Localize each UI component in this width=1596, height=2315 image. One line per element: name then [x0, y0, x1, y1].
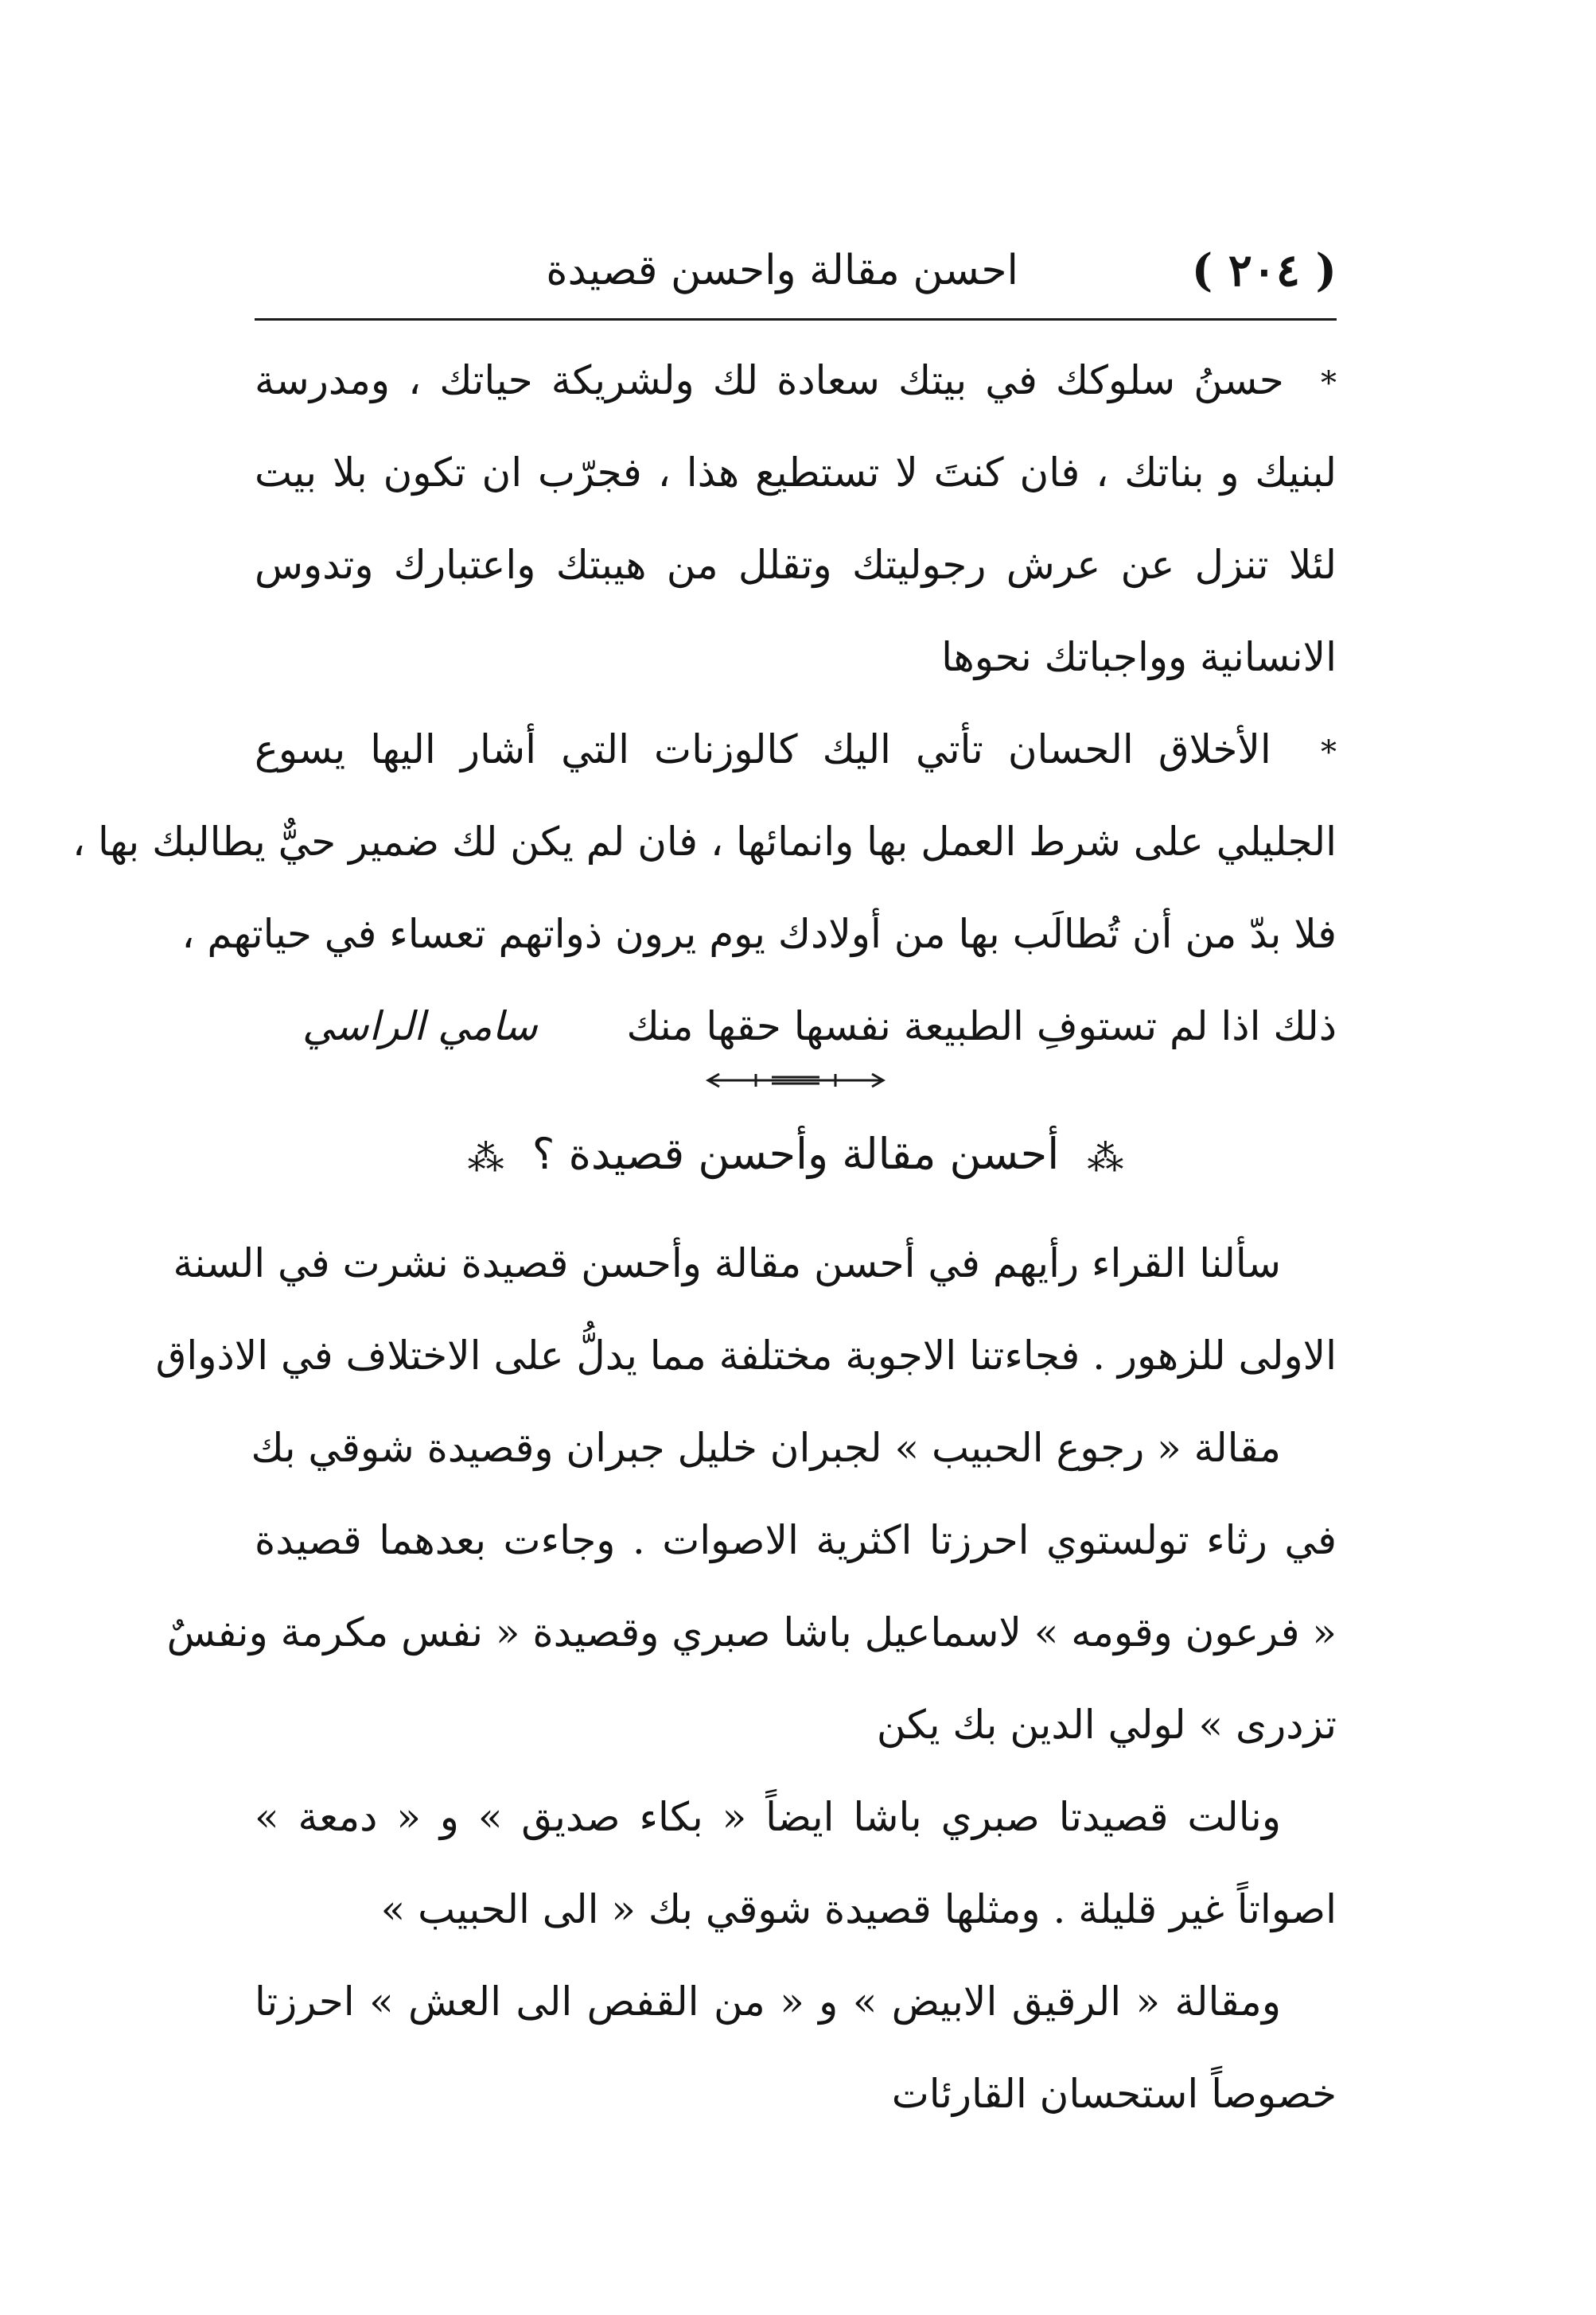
text-line: سألنا القراء رأيهم في أحسن مقالة وأحسن قصيدة نشرت في السنة — [173, 1240, 1281, 1286]
bullet-marker: * — [1320, 734, 1337, 771]
paragraph-sabri-poems — [255, 1771, 1337, 1955]
paragraph-good-morals — [72, 703, 1337, 1072]
text-line: تزدرى » لولي الدين بك يكن — [876, 1702, 1337, 1748]
text-line: لبنيك و بناتك ، فان كنتَ لا تستطيع هذا ، فجرّب ان تكون بلا بيت — [255, 449, 1337, 496]
text-line: ذلك اذا لم تستوفِ الطبيعة نفسها حقها منك — [626, 1003, 1337, 1049]
flourish-right-icon: ⁂ — [1087, 1136, 1124, 1179]
paragraph-readers-poll — [155, 1217, 1337, 1402]
bullet-marker: * — [1321, 365, 1337, 402]
page-number: ( ٢٠٤ ) — [1191, 244, 1337, 297]
text-line: الانسانية وواجباتك نحوها — [941, 634, 1337, 680]
paragraph-poll-results — [166, 1402, 1337, 1771]
signature-line — [255, 980, 1337, 1072]
text-line: اصواتاً غير قليلة . ومثلها قصيدة شوقي بك « الى الحبيب » — [380, 1886, 1337, 1932]
running-header — [255, 239, 1337, 302]
header-rule — [255, 318, 1337, 321]
text-line — [255, 703, 1337, 796]
running-title: احسن مقالة واحسن قصيدة — [546, 247, 1018, 294]
text-line: ومقالة « الرقيق الابيض » و « من القفص الى العش » احرزتا — [255, 1978, 1281, 2025]
text-line: ونالت قصيدتا صبري باشا ايضاً « بكاء صديق » و « دمعة » — [255, 1794, 1281, 1840]
paragraph-articles — [255, 1955, 1337, 2140]
text-line: لئلا تنزل عن عرش رجوليتك وتقلل من هيبتك واعتبارك وتدوس — [255, 542, 1337, 588]
paragraph-conduct-at-home — [255, 334, 1337, 703]
flourish-left-icon: ⁂ — [467, 1136, 504, 1179]
ornament-divider — [700, 1071, 891, 1090]
text-line: « فرعون وقومه » لاسماعيل باشا صبري وقصيدة « نفس مكرمة ونفسٌ — [166, 1609, 1337, 1656]
section-heading — [255, 1111, 1337, 1198]
author-signature: سامي الراسي — [302, 1003, 538, 1049]
text-line — [255, 334, 1337, 426]
text-line: الاولى للزهور . فجاءتنا الاجوبة مختلفة مما يدلُّ على الاختلاف في الاذواق — [155, 1333, 1337, 1379]
section-title: أحسن مقالة وأحسن قصيدة ؟ — [531, 1129, 1060, 1179]
line-text: الأخلاق الحسان تأتي اليك كالوزنات التي أشار اليها يسوع — [255, 726, 1271, 772]
text-line: خصوصاً استحسان القارئات — [891, 2071, 1337, 2117]
text-line: الجليلي على شرط العمل بها وانمائها ، فان لم يكن لك ضمير حيٌّ يطالبك بها ، — [72, 819, 1337, 865]
text-line: مقالة « رجوع الحبيب » لجبران خليل جبران وقصيدة شوقي بك — [251, 1425, 1281, 1471]
text-line: في رثاء تولستوي احرزتا اكثرية الاصوات . وجاءت بعدهما قصيدة — [255, 1517, 1337, 1563]
text-line: فلا بدّ من أن تُطالَب بها من أولادك يوم يرون ذواتهم تعساء في حياتهم ، — [181, 911, 1337, 957]
line-text: حسنُ سلوكك في بيتك سعادة لك ولشريكة حياتك ، ومدرسة — [255, 357, 1284, 403]
